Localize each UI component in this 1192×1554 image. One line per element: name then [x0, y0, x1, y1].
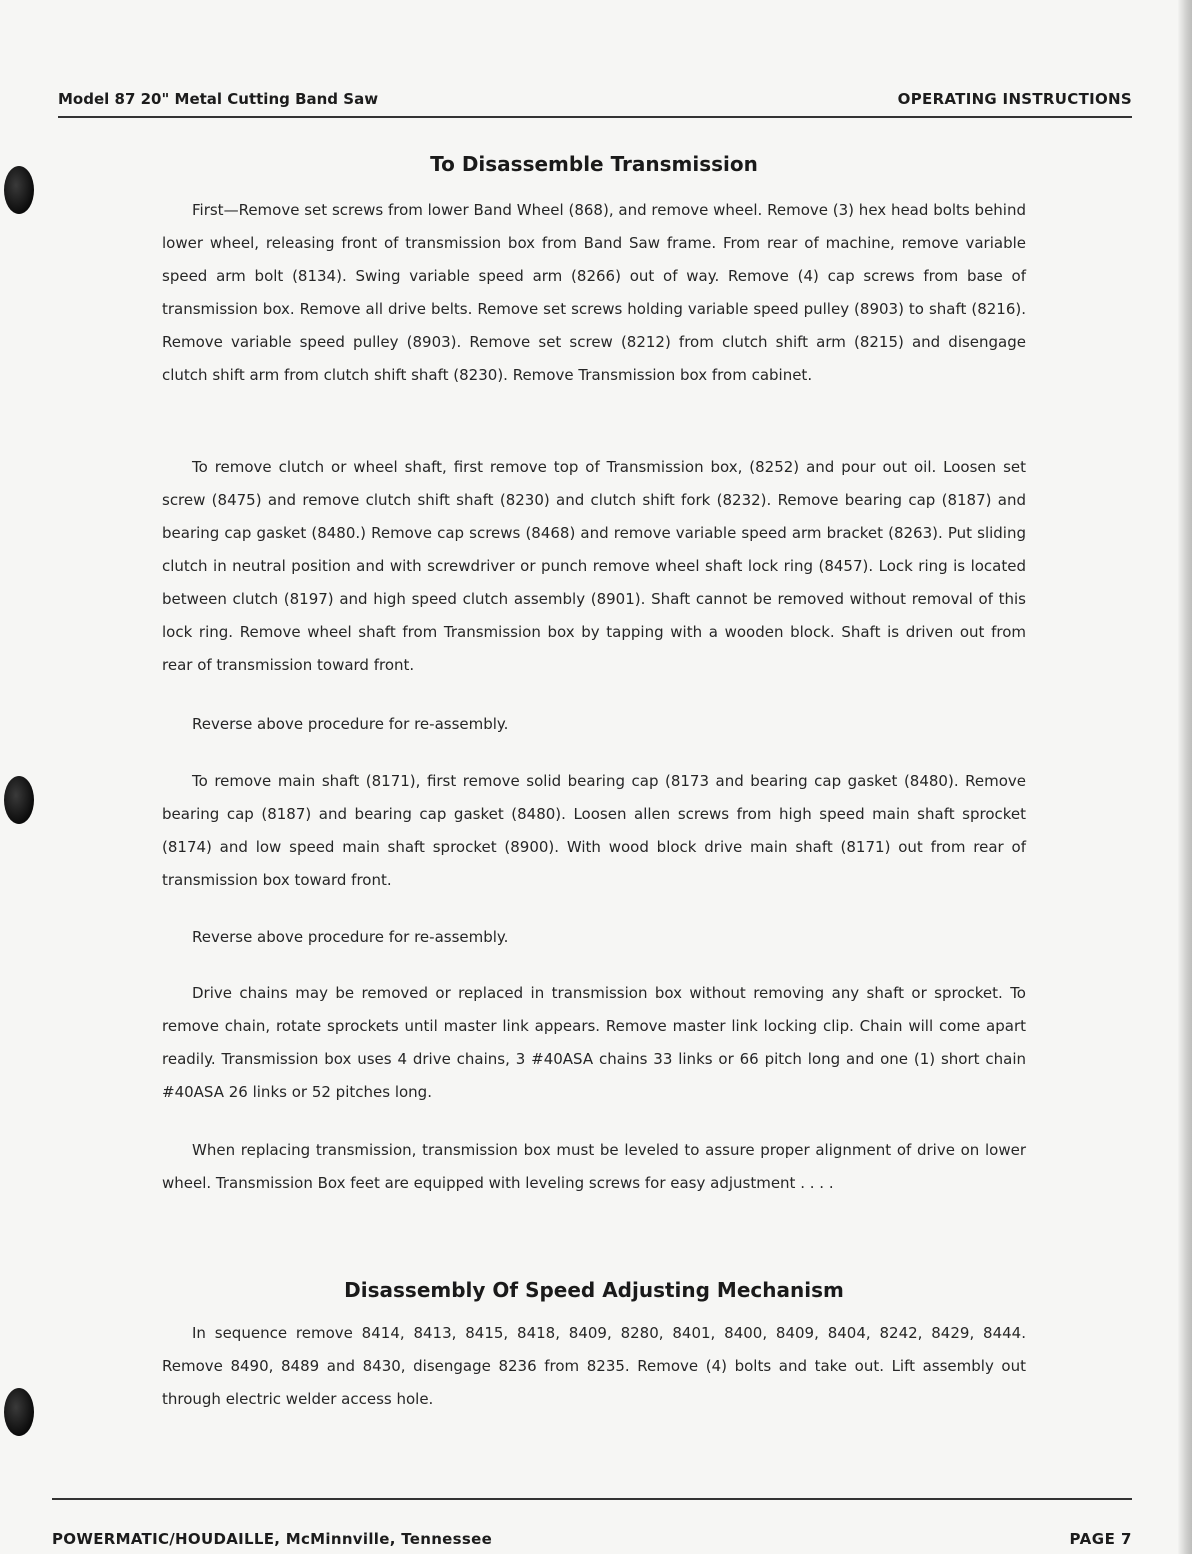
page-footer	[52, 1530, 1132, 1552]
paragraph-main-shaft: To remove main shaft (8171), first remove solid bearing cap (8173 and bearing cap gasket (8480). Remove bearing cap (8187) and bearing cap gasket (8480). Loosen allen screws from high speed main shaft sprocket (8174) and low speed main shaft sprocket (8900). With wood block drive main shaft (8171) out from rear of transmission box toward front.	[162, 772, 1026, 889]
binder-hole-middle	[4, 776, 34, 824]
binder-hole-bottom	[4, 1388, 34, 1436]
paragraph-speed-adjusting-sequence: In sequence remove 8414, 8413, 8415, 8418, 8409, 8280, 8401, 8400, 8409, 8404, 8242, 8429, 8444. Remove 8490, 8489 and 8430, disengage 8236 from 8235. Remove (4) bolts and take out. Lift assembly out through electric welder access hole.	[162, 1324, 1026, 1408]
header-section-label: OPERATING INSTRUCTIONS	[897, 90, 1132, 108]
section-title-disassemble-transmission: To Disassemble Transmission	[430, 152, 758, 176]
paragraph-first-remove: First—Remove set screws from lower Band Wheel (868), and remove wheel. Remove (3) hex head bolts behind lower wheel, releasing front of transmission box from Band Saw frame. From rear of machine, remove variable speed arm bolt (8134). Swing variable speed arm (8266) out of way. Remove (4) cap screws from base of transmission box. Remove all drive belts. Remove set screws holding variable speed pulley (8903) to shaft (8216). Remove variable speed pulley (8903). Remove set screw (8212) from clutch shift arm (8215) and disengage clutch shift arm from clutch shift shaft (8230). Remove Transmission box from cabinet.	[162, 201, 1026, 384]
paragraph-reverse-2: Reverse above procedure for re-assembly.	[192, 928, 509, 946]
section-title-speed-adjusting: Disassembly Of Speed Adjusting Mechanism	[344, 1278, 844, 1302]
paragraph-drive-chains: Drive chains may be removed or replaced in transmission box without removing any shaft or sprocket. To remove chain, rotate sprockets until master link appears. Remove master link locking clip. Chain will come apart readily. Transmission box uses 4 drive chains, 3 #40ASA chains 33 links or 66 pitch long and one (1) short chain #40ASA 26 links or 52 pitches long.	[162, 984, 1026, 1101]
paragraph-clutch-wheel-shaft: To remove clutch or wheel shaft, first remove top of Transmission box, (8252) and pour out oil. Loosen set screw (8475) and remove clutch shift shaft (8230) and clutch shift fork (8232). Remove bearing cap (8187) and bearing cap gasket (8480.) Remove cap screws (8468) and remove variable speed arm bracket (8263). Put sliding clutch in neutral position and with screwdriver or punch remove wheel shaft lock ring (8457). Lock ring is located between clutch (8197) and high speed clutch assembly (8901). Shaft cannot be removed without removal of this lock ring. Remove wheel shaft from Transmission box by tapping with a wooden block. Shaft is driven out from rear of transmission toward front.	[162, 458, 1026, 674]
header-model-title: Model 87 20" Metal Cutting Band Saw	[58, 90, 379, 108]
header-rule	[58, 116, 1132, 118]
footer-company: POWERMATIC/HOUDAILLE, McMinnville, Tennessee	[52, 1530, 493, 1548]
paragraph-replacing-transmission: When replacing transmission, transmission box must be leveled to assure proper alignment of drive on lower wheel. Transmission Box feet are equipped with leveling screws for easy adjustment . . . .	[162, 1141, 1026, 1192]
page-header	[58, 90, 1132, 116]
paragraph-reverse-1: Reverse above procedure for re-assembly.	[192, 715, 509, 733]
page-edge-shadow	[1178, 0, 1192, 1554]
footer-page-number: PAGE 7	[1069, 1530, 1132, 1548]
footer-rule	[52, 1498, 1132, 1500]
binder-hole-top	[4, 166, 34, 214]
